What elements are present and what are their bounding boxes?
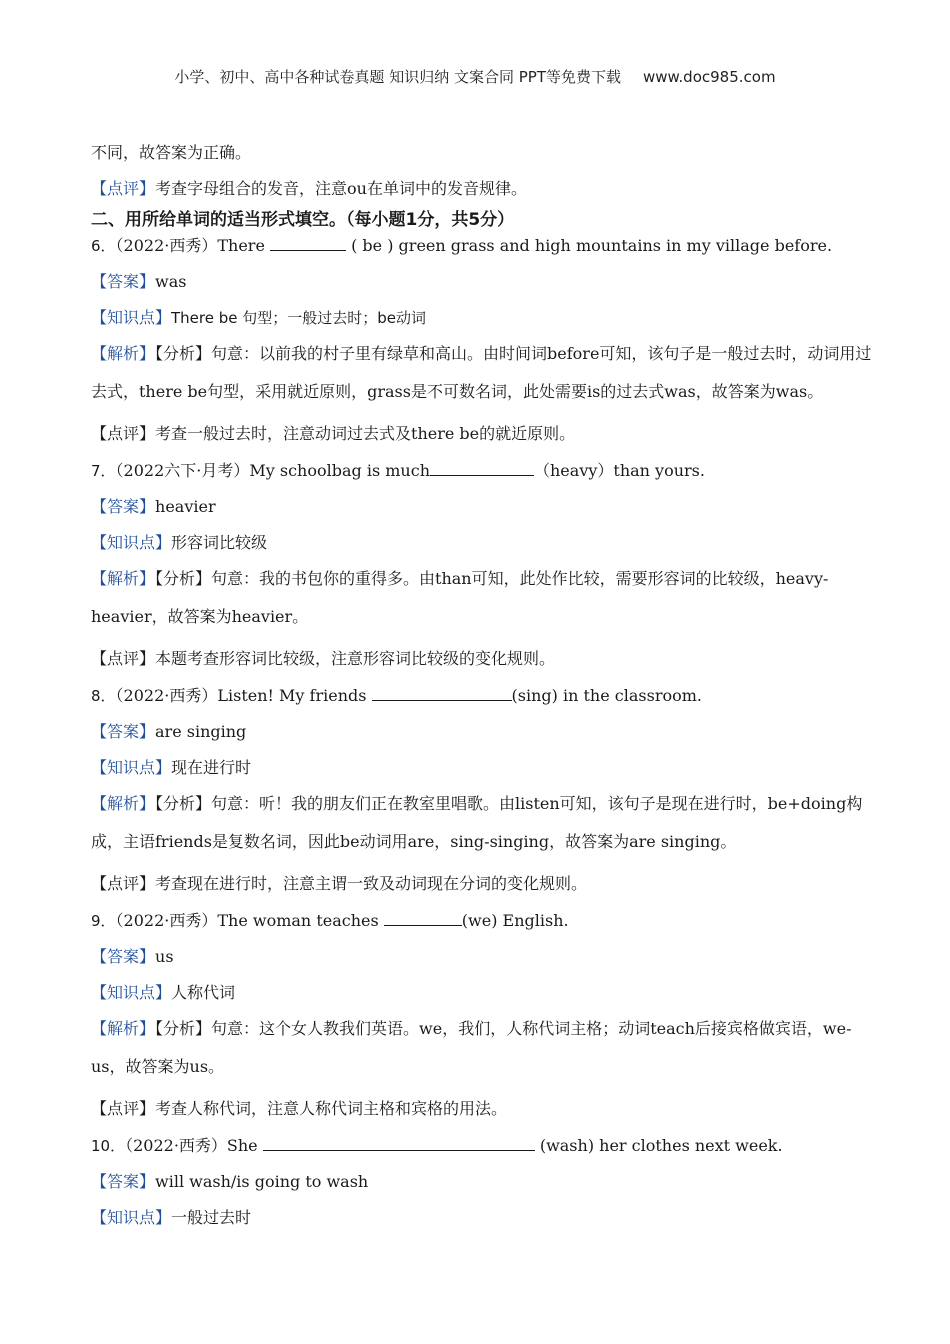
q10-answer: 【答案】will wash/is going to wash	[91, 1172, 369, 1191]
question-7: 7．（2022六下·月考）My schoolbag is much （heavy）than yours.	[91, 457, 881, 484]
question-10: 10．（2022·西秀）She (wash) her clothes next week.	[91, 1132, 881, 1159]
header-text: 小学、初中、高中各种试卷真题 知识归纳 文案合同 PPT等免费下载	[174, 68, 621, 86]
q6-answer: 【答案】was	[91, 272, 187, 291]
q7-knowledge: 【知识点】形容词比较级	[91, 533, 268, 552]
q8-comment: 【点评】考查现在进行时，注意主谓一致及动词现在分词的变化规则。	[91, 874, 588, 893]
q9-comment: 【点评】考查人称代词，注意人称代词主格和宾格的用法。	[91, 1099, 508, 1118]
intro-line: 不同，故答案为正确。	[91, 143, 252, 162]
q6-analysis: 【解析】【分析】句意：以前我的村子里有绿草和高山。由时间词before可知，该句子是一般过去时，动词用过去式，there be句型，采用就近原则，grass是不可数名词，此处需要is的过去式was，故答案为was。	[91, 344, 872, 401]
q9-analysis: 【解析】【分析】句意：这个女人教我们英语。we，我们，人称代词主格；动词teach后接宾格做宾语，we-us，故答案为us。	[91, 1019, 852, 1076]
q8-answer: 【答案】are singing	[91, 722, 247, 741]
page-header	[0, 66, 950, 87]
answer-blank	[384, 907, 462, 926]
q10-knowledge: 【知识点】一般过去时	[91, 1208, 252, 1227]
answer-blank	[263, 1132, 535, 1151]
question-9: 9．（2022·西秀）The woman teaches (we) English.	[91, 907, 881, 934]
intro-comment: 【点评】考查字母组合的发音，注意ou在单词中的发音规律。	[91, 179, 527, 198]
q9-answer: 【答案】us	[91, 947, 174, 966]
question-8: 8．（2022·西秀）Listen! My friends (sing) in the classroom.	[91, 682, 881, 709]
q6-comment: 【点评】考查一般过去时，注意动词过去式及there be的就近原则。	[91, 424, 576, 443]
section-title: 二、用所给单词的适当形式填空。（每小题1分，共5分）	[91, 210, 515, 230]
question-6: 6．（2022·西秀）There ( be ) green grass and high mountains in my village before.	[91, 232, 881, 259]
answer-blank	[372, 682, 512, 701]
q7-analysis: 【解析】【分析】句意：我的书包你的重得多。由than可知，此处作比较，需要形容词的比较级，heavy-heavier，故答案为heavier。	[91, 569, 829, 626]
q7-comment: 【点评】本题考查形容词比较级，注意形容词比较级的变化规则。	[91, 649, 556, 668]
answer-blank	[270, 232, 346, 251]
q9-knowledge: 【知识点】人称代词	[91, 983, 236, 1002]
q7-answer: 【答案】heavier	[91, 497, 216, 516]
q8-analysis: 【解析】【分析】句意：听！我的朋友们正在教室里唱歌。由listen可知，该句子是现在进行时，be+doing构成，主语friends是复数名词，因此be动词用are，sing-singing，故答案为are singing。	[91, 794, 863, 851]
q6-knowledge: 【知识点】There be 句型；一般过去时；be动词	[91, 308, 427, 327]
document-body	[91, 140, 881, 1231]
q8-knowledge: 【知识点】现在进行时	[91, 758, 252, 777]
answer-blank	[430, 457, 534, 476]
header-site: www.doc985.com	[642, 68, 776, 86]
